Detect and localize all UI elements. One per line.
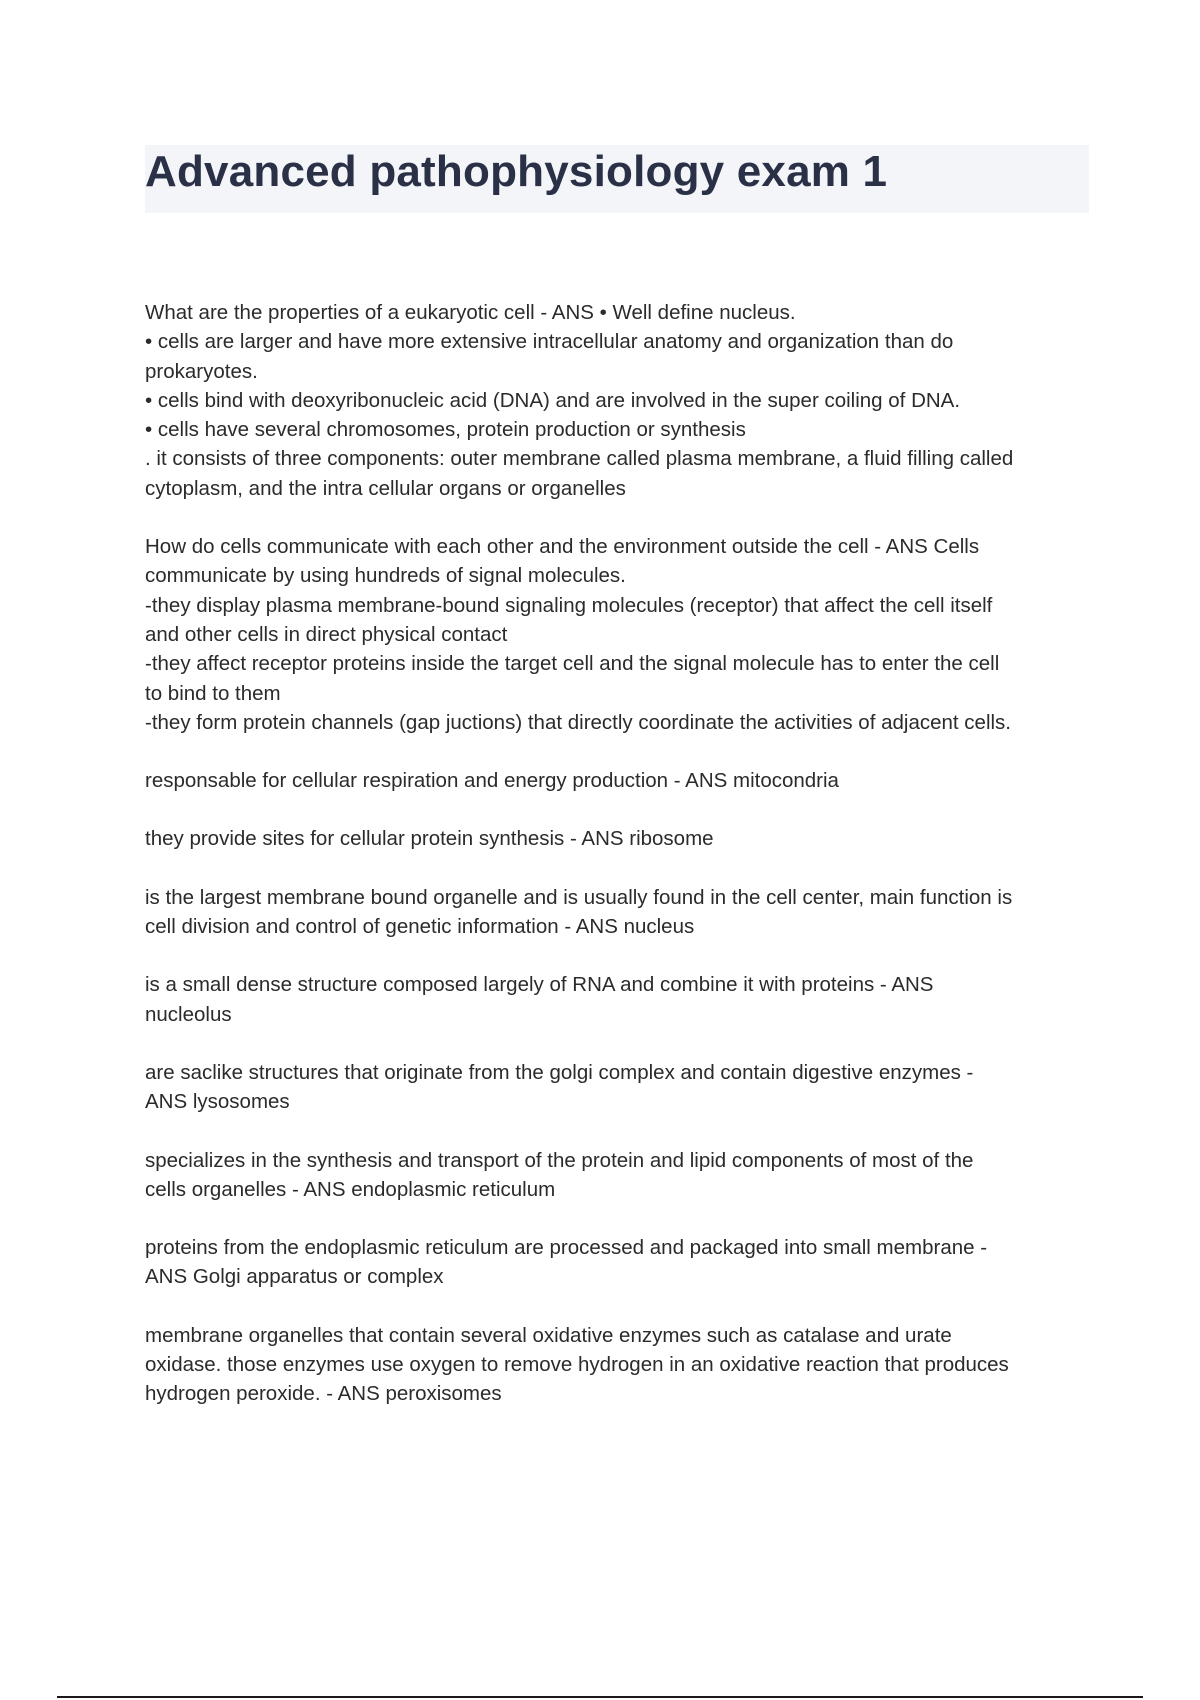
qa-line: communicate by using hundreds of signal molecules.	[145, 564, 626, 588]
qa-line: • cells are larger and have more extensive intracellular anatomy and organization than do	[145, 330, 954, 354]
qa-line: proteins from the endoplasmic reticulum are processed and packaged into small membrane -	[145, 1236, 988, 1260]
qa-item-ribosome	[145, 824, 1089, 853]
qa-line: How do cells communicate with each other and the environment outside the cell - ANS Cells	[145, 535, 980, 559]
qa-line: are saclike structures that originate from the golgi complex and contain digestive enzymes -	[145, 1060, 974, 1084]
qa-line: ANS lysosomes	[145, 1090, 290, 1114]
qa-line: responsable for cellular respiration and energy production - ANS mitocondria	[145, 769, 839, 793]
qa-line: prokaryotes.	[145, 359, 258, 383]
qa-line: nucleolus	[145, 1002, 232, 1026]
qa-item-peroxisomes	[145, 1321, 1089, 1409]
qa-line: -they form protein channels (gap juctions) that directly coordinate the activities of adjacent cells.	[145, 710, 1011, 734]
qa-line: ANS Golgi apparatus or complex	[145, 1265, 444, 1289]
qa-line: hydrogen peroxide. - ANS peroxisomes	[145, 1382, 502, 1406]
qa-line: -they display plasma membrane-bound signaling molecules (receptor) that affect the cell itself	[145, 593, 993, 617]
qa-item-cell-communication	[145, 532, 1089, 737]
qa-line: . it consists of three components: outer membrane called plasma membrane, a fluid filling called	[145, 447, 1014, 471]
qa-line: cells organelles - ANS endoplasmic reticulum	[145, 1177, 556, 1201]
qa-line: and other cells in direct physical contact	[145, 622, 508, 646]
qa-line: cytoplasm, and the intra cellular organs or organelles	[145, 476, 626, 500]
qa-list	[145, 298, 1089, 1438]
qa-line: membrane organelles that contain several oxidative enzymes such as catalase and urate	[145, 1323, 952, 1347]
qa-line: cell division and control of genetic information - ANS nucleus	[145, 915, 695, 939]
qa-line: What are the properties of a eukaryotic cell - ANS • Well define nucleus.	[145, 301, 796, 324]
qa-item-golgi-apparatus	[145, 1233, 1089, 1292]
page-title: Advanced pathophysiology exam 1	[145, 147, 888, 196]
qa-item-endoplasmic-reticulum	[145, 1146, 1089, 1205]
qa-item-mitocondria	[145, 766, 1089, 795]
qa-item-lysosomes	[145, 1058, 1089, 1117]
qa-line: oxidase. those enzymes use oxygen to remove hydrogen in an oxidative reaction that produces	[145, 1353, 1009, 1377]
qa-item-eukaryotic-cell	[145, 298, 1089, 503]
qa-line: is a small dense structure composed largely of RNA and combine it with proteins - ANS	[145, 973, 934, 997]
qa-line: specializes in the synthesis and transport of the protein and lipid components of most of the	[145, 1148, 974, 1172]
qa-line: to bind to them	[145, 681, 281, 705]
qa-line: is the largest membrane bound organelle and is usually found in the cell center, main function is	[145, 885, 1013, 909]
footer-divider	[57, 1696, 1143, 1698]
qa-line: • cells have several chromosomes, protein production or synthesis	[145, 418, 746, 442]
qa-item-nucleolus	[145, 970, 1089, 1029]
qa-item-nucleus	[145, 883, 1089, 942]
qa-line: they provide sites for cellular protein synthesis - ANS ribosome	[145, 827, 714, 851]
qa-line: -they affect receptor proteins inside the target cell and the signal molecule has to enter the cell	[145, 652, 1000, 676]
qa-line: • cells bind with deoxyribonucleic acid (DNA) and are involved in the super coiling of DNA.	[145, 388, 961, 412]
